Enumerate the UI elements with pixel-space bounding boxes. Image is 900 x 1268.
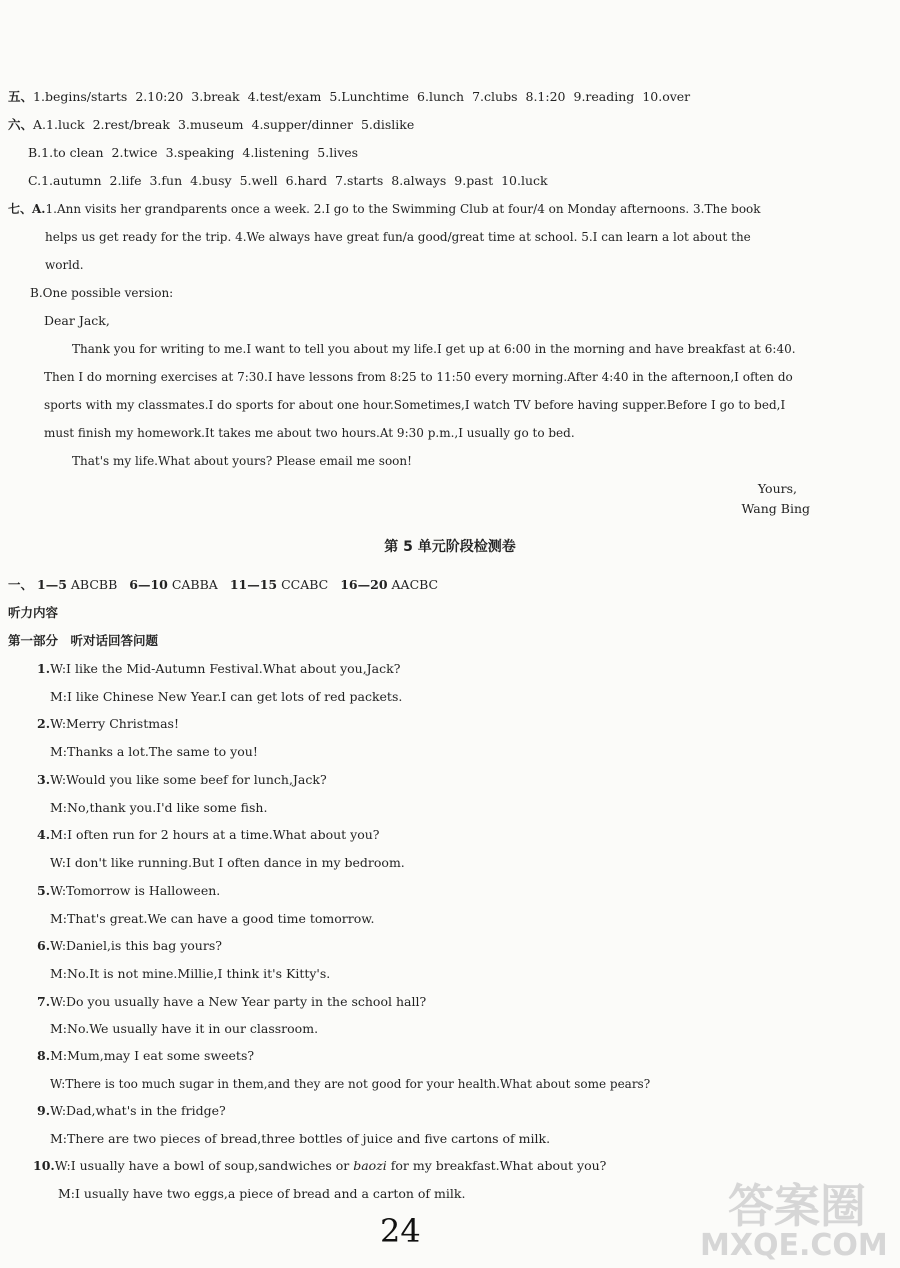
letter-signature: Wang Bing	[741, 501, 810, 516]
answer-row-seven-2: helps us get ready for the trip. 4.We always have great fun/a good/great time at school. 5.I can learn a lot about the	[45, 230, 751, 244]
dialogue-line: M:I like Chinese New Year.I can get lots of red packets.	[50, 689, 403, 704]
question-number: 9.	[37, 1103, 51, 1118]
answer-text: 1.Ann visits her grandparents once a week. 2.I go to the Swimming Club at four/4 on Monday afternoons. 3.The book	[45, 202, 761, 216]
dialogue-line: M:No.It is not mine.Millie,I think it's Kitty's.	[50, 966, 331, 981]
speaker-line: W:Daniel,is this bag yours?	[50, 938, 222, 953]
answer-item: 1.luck	[46, 117, 85, 132]
answer-item: 10.over	[642, 89, 691, 104]
speaker-line: W:Do you usually have a New Year party in the school hall?	[50, 994, 427, 1009]
unit5-answer-row	[8, 577, 446, 593]
answer-item: 10.luck	[501, 173, 548, 188]
answer-item: 4.supper/dinner	[251, 117, 353, 132]
answer-item: 1.autumn	[41, 173, 102, 188]
answer-item: 9.reading	[573, 89, 635, 104]
dialogue-line: W:I don't like running.But I often dance in my bedroom.	[50, 855, 405, 870]
speaker-line: W:I like the Mid-Autumn Festival.What about you,Jack?	[50, 661, 401, 676]
speaker-line: W:Would you like some beef for lunch,Jack?	[50, 772, 327, 787]
section-label: 七、A.	[8, 202, 46, 216]
answer-key: AACBC	[391, 577, 439, 592]
answer-item: 5.Lunchtime	[329, 89, 410, 104]
answer-row-six-b	[28, 145, 366, 161]
dialogue-line	[37, 938, 222, 954]
answer-key: CCABC	[281, 577, 329, 592]
answer-item: 5.dislike	[360, 117, 415, 132]
answer-item: 7.clubs	[472, 89, 518, 104]
answer-item: 4.test/exam	[247, 89, 322, 104]
question-number: 4.	[37, 827, 51, 842]
answer-item: 8.1:20	[525, 89, 566, 104]
section-label: 六、	[8, 117, 34, 132]
page-number: 24	[380, 1212, 421, 1250]
question-number: 8.	[37, 1048, 51, 1063]
dialogue-line: M:I usually have two eggs,a piece of bread and a carton of milk.	[58, 1186, 466, 1201]
dialogue-line	[33, 1158, 606, 1174]
answer-range: 1—5	[37, 577, 67, 592]
listening-title: 听力内容	[8, 605, 59, 620]
answer-item: 4.listening	[242, 145, 310, 160]
letter-line: Thank you for writing to me.I want to tell you about my life.I get up at 6:00 in the morning and have breakfast at 6:40.	[72, 342, 796, 356]
dialogue-line: M:Thanks a lot.The same to you!	[50, 744, 258, 759]
speaker-line: for my breakfast.What about you?	[386, 1158, 607, 1173]
part-label: A.	[33, 117, 47, 132]
question-number: 6.	[37, 938, 51, 953]
watermark-logo: 答案圈	[728, 1179, 866, 1233]
section-label: 一、	[8, 577, 34, 592]
answer-item: 5.lives	[317, 145, 359, 160]
answer-key: CABBA	[171, 577, 218, 592]
answer-item: 2.10:20	[135, 89, 184, 104]
answer-item: 6.hard	[285, 173, 328, 188]
dialogue-line	[37, 1048, 254, 1064]
question-number: 2.	[37, 716, 51, 731]
answer-item: 9.past	[454, 173, 494, 188]
answer-item: 3.museum	[177, 117, 244, 132]
letter-line: Then I do morning exercises at 7:30.I have lessons from 8:25 to 11:50 every morning.After 4:40 in the afternoon,I often do	[44, 370, 793, 384]
answer-item: 5.well	[239, 173, 278, 188]
answer-row-seven-3: world.	[45, 258, 84, 272]
dialogue-line	[37, 716, 179, 732]
letter-greeting: Dear Jack,	[44, 313, 110, 328]
section-label: 五、	[8, 89, 34, 104]
answer-row-six-a	[8, 117, 422, 133]
dialogue-line: M:There are two pieces of bread,three bottles of juice and five cartons of milk.	[50, 1131, 551, 1146]
answer-item: 6.lunch	[417, 89, 465, 104]
question-number: 1.	[37, 661, 51, 676]
speaker-line: M:I often run for 2 hours at a time.What about you?	[50, 827, 380, 842]
question-number: 10.	[33, 1158, 55, 1173]
answer-range: 6—10	[129, 577, 168, 592]
dialogue-line: W:There is too much sugar in them,and they are not good for your health.What about some pears?	[50, 1077, 651, 1091]
letter-line: must finish my homework.It takes me about two hours.At 9:30 p.m.,I usually go to bed.	[44, 426, 575, 440]
dialogue-line	[37, 772, 327, 788]
answer-item: 4.busy	[190, 173, 232, 188]
dialogue-line	[37, 827, 379, 843]
answer-item: 2.rest/break	[92, 117, 170, 132]
speaker-line: W:I usually have a bowl of soup,sandwiches or	[54, 1158, 354, 1173]
answer-item: 2.life	[109, 173, 142, 188]
answer-row-five	[8, 89, 698, 105]
dialogue-line	[37, 661, 400, 677]
unit-title: 第 5 单元阶段检测卷	[384, 539, 516, 555]
answer-item: 2.twice	[111, 145, 158, 160]
answer-row-six-c	[28, 173, 556, 189]
dialogue-line: M:No,thank you.I'd like some fish.	[50, 800, 268, 815]
letter-sign-off: Yours,	[757, 481, 797, 496]
answer-range: 16—20	[340, 577, 388, 592]
part-b-label: B.One possible version:	[30, 286, 174, 300]
question-number: 5.	[37, 883, 51, 898]
answer-item: 3.break	[191, 89, 240, 104]
answer-item: 3.fun	[149, 173, 183, 188]
letter-closing-paragraph: That's my life.What about yours? Please email me soon!	[72, 454, 412, 468]
part1-title: 第一部分 听对话回答问题	[8, 633, 159, 648]
answer-row-seven-1	[8, 201, 761, 217]
question-number: 3.	[37, 772, 51, 787]
answer-key: ABCBB	[70, 577, 118, 592]
speaker-line: W:Merry Christmas!	[50, 716, 179, 731]
speaker-line: W:Tomorrow is Halloween.	[50, 883, 221, 898]
answer-item: 1.to clean	[41, 145, 104, 160]
letter-line: sports with my classmates.I do sports for about one hour.Sometimes,I watch TV before having supper.Before I go to bed,I	[44, 398, 786, 412]
answer-item: 1.begins/starts	[33, 89, 128, 104]
dialogue-line: M:No.We usually have it in our classroom.	[50, 1021, 319, 1036]
answer-item: 8.always	[391, 173, 447, 188]
speaker-line: M:Mum,may I eat some sweets?	[50, 1048, 255, 1063]
dialogue-line	[37, 1103, 226, 1119]
answer-item: 3.speaking	[165, 145, 235, 160]
question-number: 7.	[37, 994, 51, 1009]
speaker-line: W:Dad,what's in the fridge?	[50, 1103, 226, 1118]
watermark-url: MXQE.COM	[700, 1228, 888, 1263]
dialogue-line	[37, 994, 426, 1010]
answer-item: 7.starts	[335, 173, 384, 188]
answer-range: 11—15	[229, 577, 278, 592]
dialogue-line	[37, 883, 220, 899]
italic-word: baozi	[353, 1158, 387, 1173]
part-label: B.	[28, 145, 42, 160]
dialogue-line: M:That's great.We can have a good time tomorrow.	[50, 911, 375, 926]
part-label: C.	[28, 173, 42, 188]
